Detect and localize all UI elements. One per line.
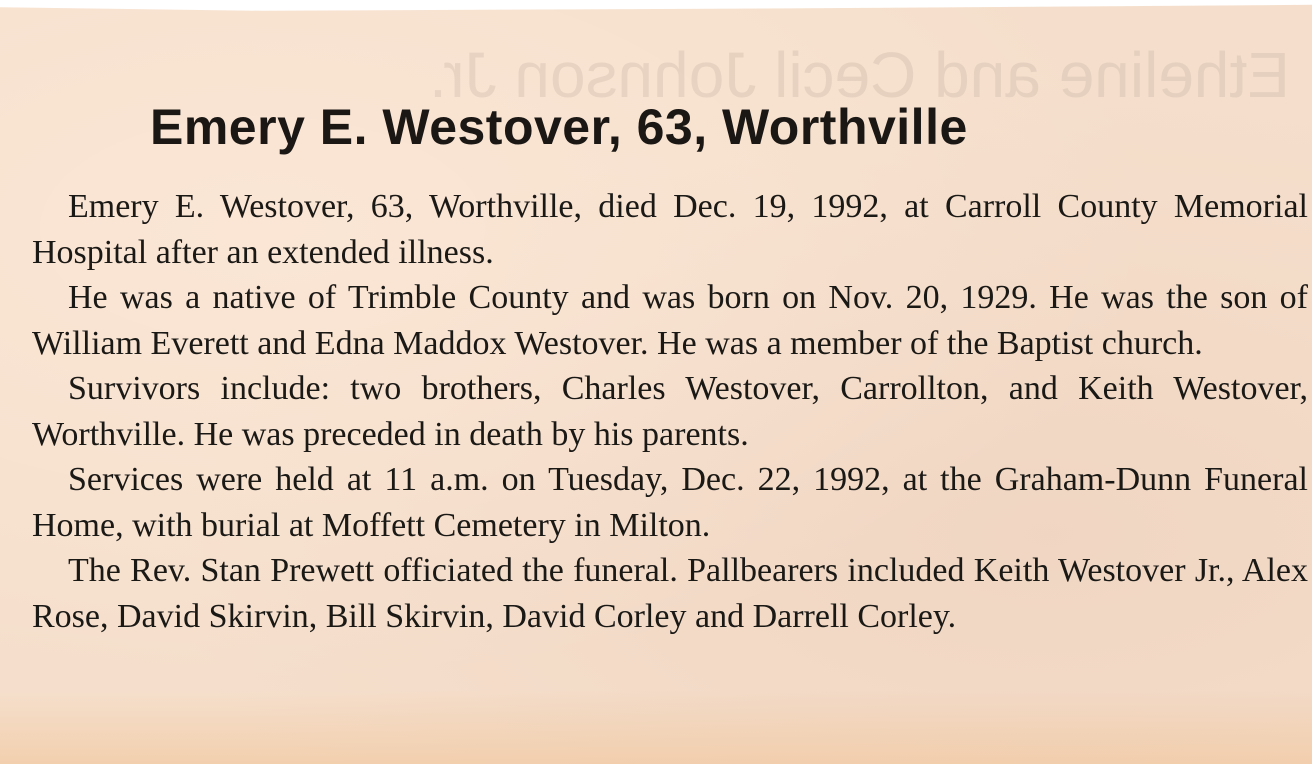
paragraph-pallbearers: The Rev. Stan Prewett officiated the funeral. Pallbearers included Keith Westover Jr., Alex Rose, David Skirvin, Bill Skirvin, David Corley and Darrell Corley. xyxy=(32,552,1308,635)
paper-stain xyxy=(0,690,1312,764)
torn-top-edge xyxy=(0,0,1312,24)
paragraph-biography: He was a native of Trimble County and was born on Nov. 20, 1929. He was the son of William Everett and Edna Maddox Westover. He was a member of the Baptist church. xyxy=(32,279,1308,362)
obituary-headline: Emery E. Westover, 63, Worthville xyxy=(150,99,968,155)
paragraph-services: Services were held at 11 a.m. on Tuesday, Dec. 22, 1992, at the Graham-Dunn Funeral Home, with burial at Moffett Cemetery in Milton. xyxy=(32,461,1308,544)
bleed-through-text: Etheline and Cecil Johnson Jr. xyxy=(429,39,1290,111)
paragraph-death-notice: Emery E. Westover, 63, Worthville, died Dec. 19, 1992, at Carroll County Memorial Hospital after an extended illness. xyxy=(32,188,1308,271)
paragraph-survivors: Survivors include: two brothers, Charles Westover, Carrollton, and Keith Westover, Worthville. He was preceded in death by his parents. xyxy=(32,370,1308,453)
obituary-body xyxy=(32,184,1308,639)
